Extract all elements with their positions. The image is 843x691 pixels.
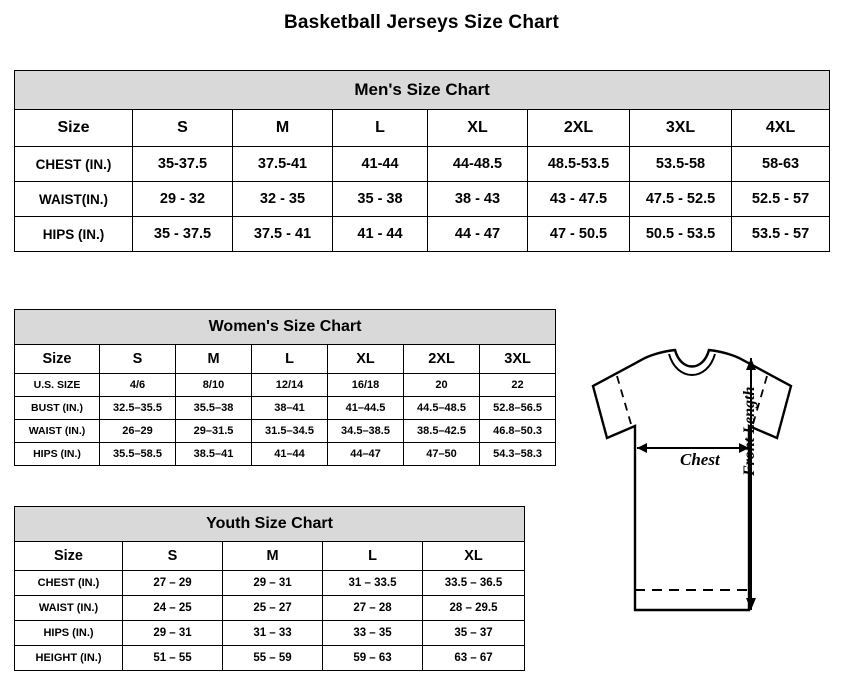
row-label: WAIST(IN.) (15, 182, 133, 217)
table-cell: 44-48.5 (428, 147, 528, 182)
table-cell: 34.5–38.5 (328, 420, 404, 443)
table-cell: 41–44.5 (328, 397, 404, 420)
table-cell: 31 – 33 (223, 621, 323, 646)
table-cell: 37.5-41 (233, 147, 333, 182)
table-cell: 44 - 47 (428, 217, 528, 252)
table-cell: 35 - 37.5 (133, 217, 233, 252)
table-caption-row (15, 71, 830, 110)
youth-caption: Youth Size Chart (15, 507, 525, 542)
table-cell: 41-44 (333, 147, 428, 182)
table-cell: 33.5 – 36.5 (423, 571, 525, 596)
youth-size-chart-section (14, 506, 524, 671)
womens-caption: Women's Size Chart (15, 310, 556, 345)
front-length-label: Front Length (741, 386, 758, 476)
table-cell: 53.5 - 57 (732, 217, 830, 252)
table-row (15, 217, 830, 252)
table-cell: 53.5-58 (630, 147, 732, 182)
column-header: XL (423, 542, 525, 571)
mens-caption: Men's Size Chart (15, 71, 830, 110)
table-cell: 16/18 (328, 374, 404, 397)
table-cell: 32.5–35.5 (100, 397, 176, 420)
table-cell: 35.5–38 (176, 397, 252, 420)
column-header: XL (428, 110, 528, 147)
column-header: 2XL (528, 110, 630, 147)
column-header: 3XL (480, 345, 556, 374)
row-label: HIPS (IN.) (15, 621, 123, 646)
table-caption-row (15, 507, 525, 542)
youth-size-chart-table (14, 506, 525, 671)
table-cell: 59 – 63 (323, 646, 423, 671)
row-label: HEIGHT (IN.) (15, 646, 123, 671)
column-header: Size (15, 542, 123, 571)
table-cell: 31 – 33.5 (323, 571, 423, 596)
table-cell: 41–44 (252, 443, 328, 466)
row-label: U.S. SIZE (15, 374, 100, 397)
column-header: XL (328, 345, 404, 374)
table-row (15, 621, 525, 646)
column-header: S (133, 110, 233, 147)
table-cell: 31.5–34.5 (252, 420, 328, 443)
column-header: M (176, 345, 252, 374)
row-label: BUST (IN.) (15, 397, 100, 420)
table-cell: 35.5–58.5 (100, 443, 176, 466)
table-cell: 25 – 27 (223, 596, 323, 621)
table-row (15, 443, 556, 466)
table-cell: 29 – 31 (223, 571, 323, 596)
table-cell: 44–47 (328, 443, 404, 466)
table-cell: 8/10 (176, 374, 252, 397)
table-caption-row (15, 310, 556, 345)
table-cell: 44.5–48.5 (404, 397, 480, 420)
table-cell: 26–29 (100, 420, 176, 443)
table-cell: 35 – 37 (423, 621, 525, 646)
table-row (15, 182, 830, 217)
table-cell: 29 – 31 (123, 621, 223, 646)
table-header-row (15, 110, 830, 147)
row-label: CHEST (IN.) (15, 147, 133, 182)
column-header: Size (15, 345, 100, 374)
column-header: L (323, 542, 423, 571)
table-header-row (15, 542, 525, 571)
table-cell: 47.5 - 52.5 (630, 182, 732, 217)
womens-size-chart-section (14, 309, 555, 466)
table-cell: 51 – 55 (123, 646, 223, 671)
table-row (15, 374, 556, 397)
table-row (15, 596, 525, 621)
table-cell: 22 (480, 374, 556, 397)
table-cell: 52.5 - 57 (732, 182, 830, 217)
table-cell: 32 - 35 (233, 182, 333, 217)
womens-size-chart-table (14, 309, 556, 466)
table-cell: 20 (404, 374, 480, 397)
row-label: HIPS (IN.) (15, 217, 133, 252)
table-cell: 12/14 (252, 374, 328, 397)
table-cell: 47–50 (404, 443, 480, 466)
table-cell: 28 – 29.5 (423, 596, 525, 621)
table-cell: 29–31.5 (176, 420, 252, 443)
table-row (15, 420, 556, 443)
row-label: HIPS (IN.) (15, 443, 100, 466)
table-cell: 35-37.5 (133, 147, 233, 182)
table-cell: 63 – 67 (423, 646, 525, 671)
tshirt-outline-icon (545, 342, 835, 682)
table-cell: 33 – 35 (323, 621, 423, 646)
table-cell: 27 – 28 (323, 596, 423, 621)
table-cell: 58-63 (732, 147, 830, 182)
table-cell: 38.5–42.5 (404, 420, 480, 443)
table-cell: 54.3–58.3 (480, 443, 556, 466)
table-cell: 47 - 50.5 (528, 217, 630, 252)
page-title: Basketball Jerseys Size Chart (283, 12, 560, 33)
table-row (15, 397, 556, 420)
table-cell: 27 – 29 (123, 571, 223, 596)
row-label: WAIST (IN.) (15, 596, 123, 621)
column-header: 2XL (404, 345, 480, 374)
column-header: M (223, 542, 323, 571)
mens-size-chart-table (14, 70, 830, 252)
table-cell: 41 - 44 (333, 217, 428, 252)
table-cell: 52.8–56.5 (480, 397, 556, 420)
table-header-row (15, 345, 556, 374)
table-cell: 43 - 47.5 (528, 182, 630, 217)
row-label: CHEST (IN.) (15, 571, 123, 596)
table-cell: 37.5 - 41 (233, 217, 333, 252)
table-row (15, 571, 525, 596)
table-cell: 38–41 (252, 397, 328, 420)
table-cell: 38 - 43 (428, 182, 528, 217)
table-cell: 29 - 32 (133, 182, 233, 217)
table-cell: 38.5–41 (176, 443, 252, 466)
column-header: 4XL (732, 110, 830, 147)
mens-size-chart-section (14, 70, 829, 252)
column-header: 3XL (630, 110, 732, 147)
column-header: Size (15, 110, 133, 147)
column-header: L (252, 345, 328, 374)
chest-label: Chest (680, 450, 720, 469)
shirt-body-path (593, 350, 791, 610)
column-header: S (123, 542, 223, 571)
table-cell: 50.5 - 53.5 (630, 217, 732, 252)
column-header: L (333, 110, 428, 147)
table-cell: 55 – 59 (223, 646, 323, 671)
table-cell: 48.5-53.5 (528, 147, 630, 182)
table-row (15, 646, 525, 671)
table-cell: 46.8–50.3 (480, 420, 556, 443)
table-cell: 4/6 (100, 374, 176, 397)
column-header: S (100, 345, 176, 374)
row-label: WAIST (IN.) (15, 420, 100, 443)
jersey-measurement-diagram (545, 342, 835, 682)
table-row (15, 147, 830, 182)
table-cell: 35 - 38 (333, 182, 428, 217)
table-cell: 24 – 25 (123, 596, 223, 621)
column-header: M (233, 110, 333, 147)
